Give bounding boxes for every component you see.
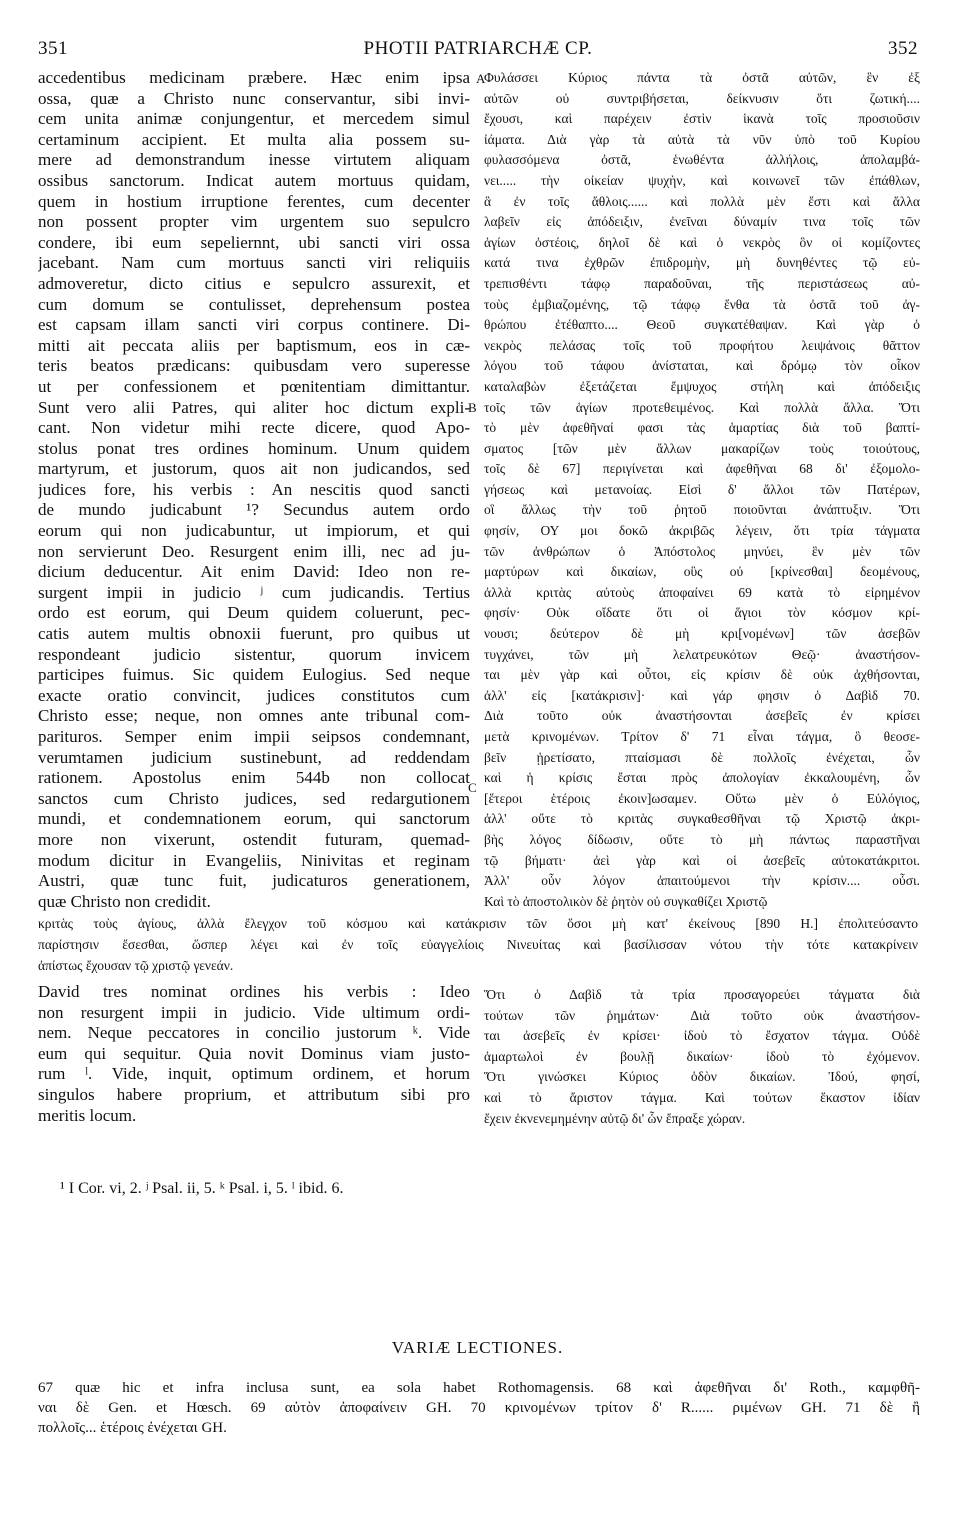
text-line: βὴς λόγος δίδωσιν, οὔτε τὸ μὴ πάντως παραστῆναι xyxy=(484,831,920,847)
text-line: rum ˡ. Vide, inquit, optimum ordinem, et horum xyxy=(38,1064,470,1084)
text-line: ἔχειν ἐκνενεμημένην αὐτῷ δι' ὧν ἔπραξε χώραν. xyxy=(484,1110,746,1126)
text-line: φησίν· Οὐκ οἴδατε ὅτι οἱ ἅγιοι τὸν κόσμον κρί- xyxy=(484,605,920,621)
text-line: λόγου τοῦ τάφου ἀνίσταται, καὶ δρόμῳ τὸν οἶκον xyxy=(484,358,920,374)
page-header xyxy=(38,38,918,66)
variant-line: ναι δὲ Gen. et Hœsch. 69 αὐτὸν ἀποφαίνειν GH. 70 κρινομένων τρίτον δ' R...... ριμένων GH. 71 δὲ ἢ xyxy=(38,1400,920,1416)
text-line: φυλασσόμενα ὀστᾶ, ἑνωθέντα ἀλλήλοις, ἀπολαμβά- xyxy=(484,152,920,168)
text-line: verumtamen judicium sustinebunt, ad reddendam xyxy=(38,747,470,767)
page-number-right: 352 xyxy=(888,38,918,59)
text-line: οἳ ἄλλως τὴν τοῦ ῥητοῦ ποιοῦνται ἀνάπτυξιν. Ὅτι xyxy=(484,502,920,518)
text-line: Ὅτι ὁ Δαβὶδ τὰ τρία προσαγορεύει τάγματα διὰ xyxy=(484,987,920,1002)
text-line: eum qui sequitur. Quia novit Dominus viam justo- xyxy=(38,1043,470,1063)
text-line: γήσεως καὶ μετανοίας. Εἰσὶ δ' ἄλλοι τῶν Πατέρων, xyxy=(484,481,920,497)
text-line: sanctos cum Christo judices, sed redargutionem xyxy=(38,788,470,808)
greek-column-bottom xyxy=(484,985,920,1129)
margin-mark-a: A xyxy=(476,71,486,86)
text-line: de mundo judicabunt ¹? Secundus autem ordo xyxy=(38,500,470,520)
variae-lectiones xyxy=(38,1378,920,1438)
text-line: respondeant judicio sistentur, quorum invicem xyxy=(38,644,470,664)
text-line: catis autem multis obnoxii fuerunt, pro quibus ut xyxy=(38,624,470,644)
text-line: ἀπίστως ἔχουσαν τῷ χριστῷ γενεάν. xyxy=(38,958,234,973)
text-line: parituros. Semper enim impii seipsos condemnant, xyxy=(38,727,470,746)
text-line: meritis locum. xyxy=(38,1105,137,1125)
greek-full-width xyxy=(38,913,918,976)
text-line: ἔχουσι, καὶ παρέχειν ἐστὶν ἱκανὰ τοῖς προσιοῦσιν xyxy=(484,111,920,127)
text-line: surgent impii in judicio ʲ cum judicandis. Tertius xyxy=(38,582,470,602)
text-line: singulos habere proprium, et attributum sibi pro xyxy=(38,1084,470,1104)
text-line: μαρτύρων καὶ δικαίων, οὓς οὐ [κρίνεσθαι] δεομένους, xyxy=(484,564,920,580)
text-line: stolus ponat tres ordines hominum. Unum quidem xyxy=(38,438,470,458)
text-line: est capsam illam sancti viri corpus continere. Di- xyxy=(38,315,470,335)
latin-column-bottom xyxy=(38,982,470,1126)
text-line: participes fuimus. Sic quidem Eulogius. Sed neque xyxy=(38,665,470,685)
text-line: non possent propter vim urgentem suo sepulcro xyxy=(38,212,470,232)
footnotes: ¹ I Cor. vi, 2. ʲ Psal. ii, 5. ᵏ Psal. i, 5. ˡ ibid. 6. xyxy=(60,1180,344,1197)
text-line: mitti ait peccata aliis per baptismum, eos in cæ- xyxy=(38,335,470,355)
text-line: ἀλλὰ κριτὰς αὐτοὺς ἀποφαίνει 69 κατὰ τὸ εἰρημένον xyxy=(484,584,920,600)
text-line: martyrum, et justorum, quos ait non judicandos, sed xyxy=(38,459,470,479)
text-line: μετὰ κρινομένων. Τρίτον δ' 71 εἶναι τάγμα, ὃ θεοσε- xyxy=(484,729,920,744)
variae-lectiones-title: VARIÆ LECTIONES. xyxy=(391,1338,564,1357)
text-line: ut per confessionem et pœnitentiam dimittantur. xyxy=(38,376,470,396)
text-line: φησίν, ΟΥ μοι δοκῶ ἀκριβῶς λέγειν, ὅτι τρία τάγματα xyxy=(484,523,920,539)
variant-line: πολλοῖς... ἑτέροις ἐνέχεται GH. xyxy=(38,1420,227,1436)
text-line: σματος [τῶν μὲν ἄλλων μακαρίζων τοὺς τοιούτους, xyxy=(484,440,920,456)
text-line: condere, ibi eum sepeliernnt, ubi sancti viri ossa xyxy=(38,232,470,252)
latin-column-top xyxy=(38,68,470,912)
text-line: non resurgent impii in judicio. Vide ultimum ordi- xyxy=(38,1002,470,1022)
text-line: κριτὰς τοὺς ἁγίους, ἀλλὰ ἔλεγχον τοῦ κόσμου καὶ κατάκρισιν τῶν ὅσοι μὴ κατ' ἐκείνους [890 H.] ἐπολιτεύσαντο xyxy=(38,916,918,931)
text-line: nem. Neque peccatores in concilio justorum ᵏ. Vide xyxy=(38,1023,470,1043)
text-line: τοὺς ἐμβιαζομένης, τῷ τάφῳ ἔνθα τὰ ὀστᾶ τοῦ ἀγ- xyxy=(484,296,920,312)
text-line: dicium deducentur. Ait enim David: Ideo non re- xyxy=(38,562,470,582)
text-line: αὐτῶν οὐ συντριβήσεται, δείκνυσιν ὅτι ζωτική.... xyxy=(484,90,920,106)
text-line: θρώπου ἐτέθαπτο.... Θεοῦ συγκατέθαψαν. Καὶ γὰρ ὁ xyxy=(484,317,920,333)
text-line: καὶ ἡ κρίσις ἔσται πρὸς ἀπολογίαν ἐκκαλουμένη, ὧν xyxy=(484,770,920,786)
text-line: jacebant. Nam cum mortuus sancti viri reliquiis xyxy=(38,253,470,273)
text-line: νουσι; δεύτερον δὲ μὴ κρι[νομένων] τῶν ἀσεβῶν xyxy=(484,626,920,642)
text-line: ἰάματα. Διὰ γὰρ τὰ αὐτὰ τὰ νῦν ὑπὸ τοῦ Κυρίου xyxy=(484,131,920,147)
text-line: Φυλάσσει Κύριος πάντα τὰ ὀστᾶ αὐτῶν, ἓν ἐξ xyxy=(484,70,920,85)
text-line: τῷ βήματι· ἀεὶ γὰρ καὶ οἱ ἀσεβεῖς αὐτοκατάκριτοι. xyxy=(484,852,920,868)
text-line: βεῖν ᾑρετίσατο, πταίσμασι δὲ πολλοῖς ἐνέχεται, ὧν xyxy=(484,749,920,765)
text-line: admoveretur, dicto citius e sepulcro assurexit, et xyxy=(38,273,470,293)
text-line: cum domum se contulisset, deprehensum postea xyxy=(38,294,470,314)
text-line: quem in hostium irruptione ferentes, cum decenter xyxy=(38,191,470,211)
text-line: non servierunt Deo. Resurgent enim illi, nec ad ju- xyxy=(38,541,470,561)
text-line: judices fore, his verbis : An nescitis quod sancti xyxy=(38,479,470,499)
text-line: [ἕτεροι ἑτέροις ἐκοιν]ωσαμεν. Οὕτω μὲν ὁ Εὐλόγιος, xyxy=(484,790,920,806)
running-title: PHOTII PATRIARCHÆ CP. xyxy=(363,38,593,59)
text-line: τὸ μὲν ἀφεθῆναί φασι τὰς ἁμαρτίας διὰ τοῦ βαπτί- xyxy=(484,420,920,436)
text-line: ossibus sanctorum. Indicat autem mortuus quidam, xyxy=(38,170,470,190)
text-line: ἀλλ' εἰς [κατάκρισιν]· καὶ γάρ φησιν ὁ Δαβὶδ 70. xyxy=(484,687,920,703)
text-line: τῶν ἀνθρώπων ὁ Ἀπόστολος μηνύει, ἓν μὲν τῶν xyxy=(484,543,920,559)
text-line: Sunt vero alii Patres, qui aliter hoc dictum expli- xyxy=(38,397,470,417)
text-line: mere ad demonstrandum inesse virtutem aliquam xyxy=(38,150,470,170)
text-line: ἁμαρτωλοὶ ἐν βουλῇ δικαίων· ἰδοὺ τὸ ἐχόμενον. xyxy=(484,1048,920,1064)
text-line: τοῖς τῶν ἁγίων προτεθειμένος. Καὶ πολλὰ ἄλλα. Ὅτι xyxy=(484,399,920,415)
text-line: teris beatos prædicans: quibusdam vero superesse xyxy=(38,356,470,376)
text-line: Christo esse; neque, non omnes ante tribunal com- xyxy=(38,706,470,726)
text-line: νεκρὸς πελάσας τοῖς τοῦ προφήτου λειψάνοις θᾶττον xyxy=(484,337,920,353)
text-line: more non vixerunt, ostendit futuram, quemad- xyxy=(38,829,470,849)
text-line: Διὰ τοῦτο οὐκ ἀναστήσονται ἀσεβεῖς ἐν κρίσει xyxy=(484,708,920,724)
text-line: accedentibus medicinam præbere. Hæc enim ipsa xyxy=(38,68,470,87)
text-line: Ἀλλ' οὖν λόγον ἀπαιτούμενοι τὴν κρίσιν.... οὖσι. xyxy=(484,873,920,889)
text-line: modum dicitur in Evangeliis, Ninivitas et reginam xyxy=(38,850,470,870)
text-line: λαβεῖν εἰς ἀπόδειξιν, ἐνεῖναι δύναμίν τινα τοῖς τῶν xyxy=(484,214,920,230)
text-line: Καὶ τὸ ἀποστολικὸν δὲ ῥητὸν οὐ συγκαθίζει Χριστῷ xyxy=(484,893,768,909)
text-line: τοῖς δὲ 67] περιγίνεται καὶ ἀφεθῆναι 68 δι' ἐξομολο- xyxy=(484,461,920,477)
text-line: καταλαβὼν ἐξετάζεται ἔμψυχος στήλη καὶ ἀπόδειξις xyxy=(484,378,920,394)
text-line: ἁγίων ὀστέοις, δηλοῖ δὲ καὶ ὁ νεκρὸς ὃν οἱ κομίζοντες xyxy=(484,234,920,250)
text-line: ται μὲν γὰρ καὶ οὗτοι, εἰς κρίσιν δὲ οὐκ ἀχθήσονται, xyxy=(484,667,920,683)
text-line: ἀλλ' οὔτε τὸ κριτὰς συγκαθεσθῆναι τῷ Χριστῷ ἀκρι- xyxy=(484,811,920,827)
text-line: τυγχάνει, τῶν μὴ λελατρευκότων Θεῷ· ἀναστήσον- xyxy=(484,646,920,662)
text-line: Austri, quæ tunc fuit, judicaturos generationem, xyxy=(38,871,470,891)
text-line: καὶ τὸ ἄριστον τάγμα. Καὶ τούτων ἕκαστον ἰδίαν xyxy=(484,1089,920,1105)
text-line: νει..... τὴν οἰκείαν ψυχὴν, καὶ κοινωνεῖ τῶν ἐπάθλων, xyxy=(484,172,920,188)
text-line: rationem. Apostolus enim 544b non collocat xyxy=(38,768,470,788)
greek-column-top xyxy=(484,68,920,912)
text-line: κατά τινα ἐχθρῶν ἐπιδρομὴν, μὴ δυνηθέντες τῷ εὐ- xyxy=(484,255,920,271)
margin-mark-c: C xyxy=(468,780,477,795)
text-line: certaminum accipient. Et multa alia possem su- xyxy=(38,129,470,149)
text-line: David tres nominat ordines his verbis : Ideo xyxy=(38,982,470,1001)
text-line: Ὅτι γινώσκει Κύριος ὁδὸν δικαίων. Ἰδού, φησί, xyxy=(484,1069,920,1085)
text-line: ossa, quæ a Christo nunc conservantur, sibi invi- xyxy=(38,88,470,108)
margin-mark-b: B xyxy=(468,400,477,415)
text-line: eorum qui non judicabuntur, ut impiorum, et qui xyxy=(38,521,470,541)
text-line: cant. Non videtur mihi recte dicere, quod Apo- xyxy=(38,418,470,438)
text-line: exacte oratio convincit, judices constitutos cum xyxy=(38,685,470,705)
text-line: ordo est eorum, qui Deum quidem coluerunt, pec- xyxy=(38,603,470,623)
text-line: mundi, et condemnationem eorum, qui sanctorum xyxy=(38,809,470,829)
text-line: ται ἀσεβεῖς ἐν κρίσει· ἰδοὺ τὸ ἔσχατον τάγμα. Οὐδὲ xyxy=(484,1028,920,1044)
text-line: τούτων τῶν ῥημάτων· Διὰ τοῦτο οὐκ ἀναστήσον- xyxy=(484,1007,920,1023)
text-line: quæ Christo non credidit. xyxy=(38,891,211,911)
text-line: ἃ ἐν τοῖς ἄθλοις...... καὶ πολλὰ μὲν ἔστι καὶ ἄλλα xyxy=(484,193,920,209)
text-line: τρεπισθέντι τάφῳ παραδοῦναι, τῆς περιστάσεως αὐ- xyxy=(484,275,920,291)
variant-line: 67 quæ hic et infra inclusa sunt, ea sola habet Rothomagensis. 68 καὶ ἀφεθῆναι δι' Roth., καμφθῆ- xyxy=(38,1380,920,1396)
text-line: cem unita animæ conjungentur, et mercedem simul xyxy=(38,109,470,129)
text-line: παρίστησιν ἔσεσθαι, ὥσπερ λέγει καὶ ἐν τοῖς εὐαγγελίοις Νινευίτας καὶ βασίλισσαν νότου τὴν τότε κατακρίνειν xyxy=(38,937,918,952)
page-number-left: 351 xyxy=(38,38,68,59)
